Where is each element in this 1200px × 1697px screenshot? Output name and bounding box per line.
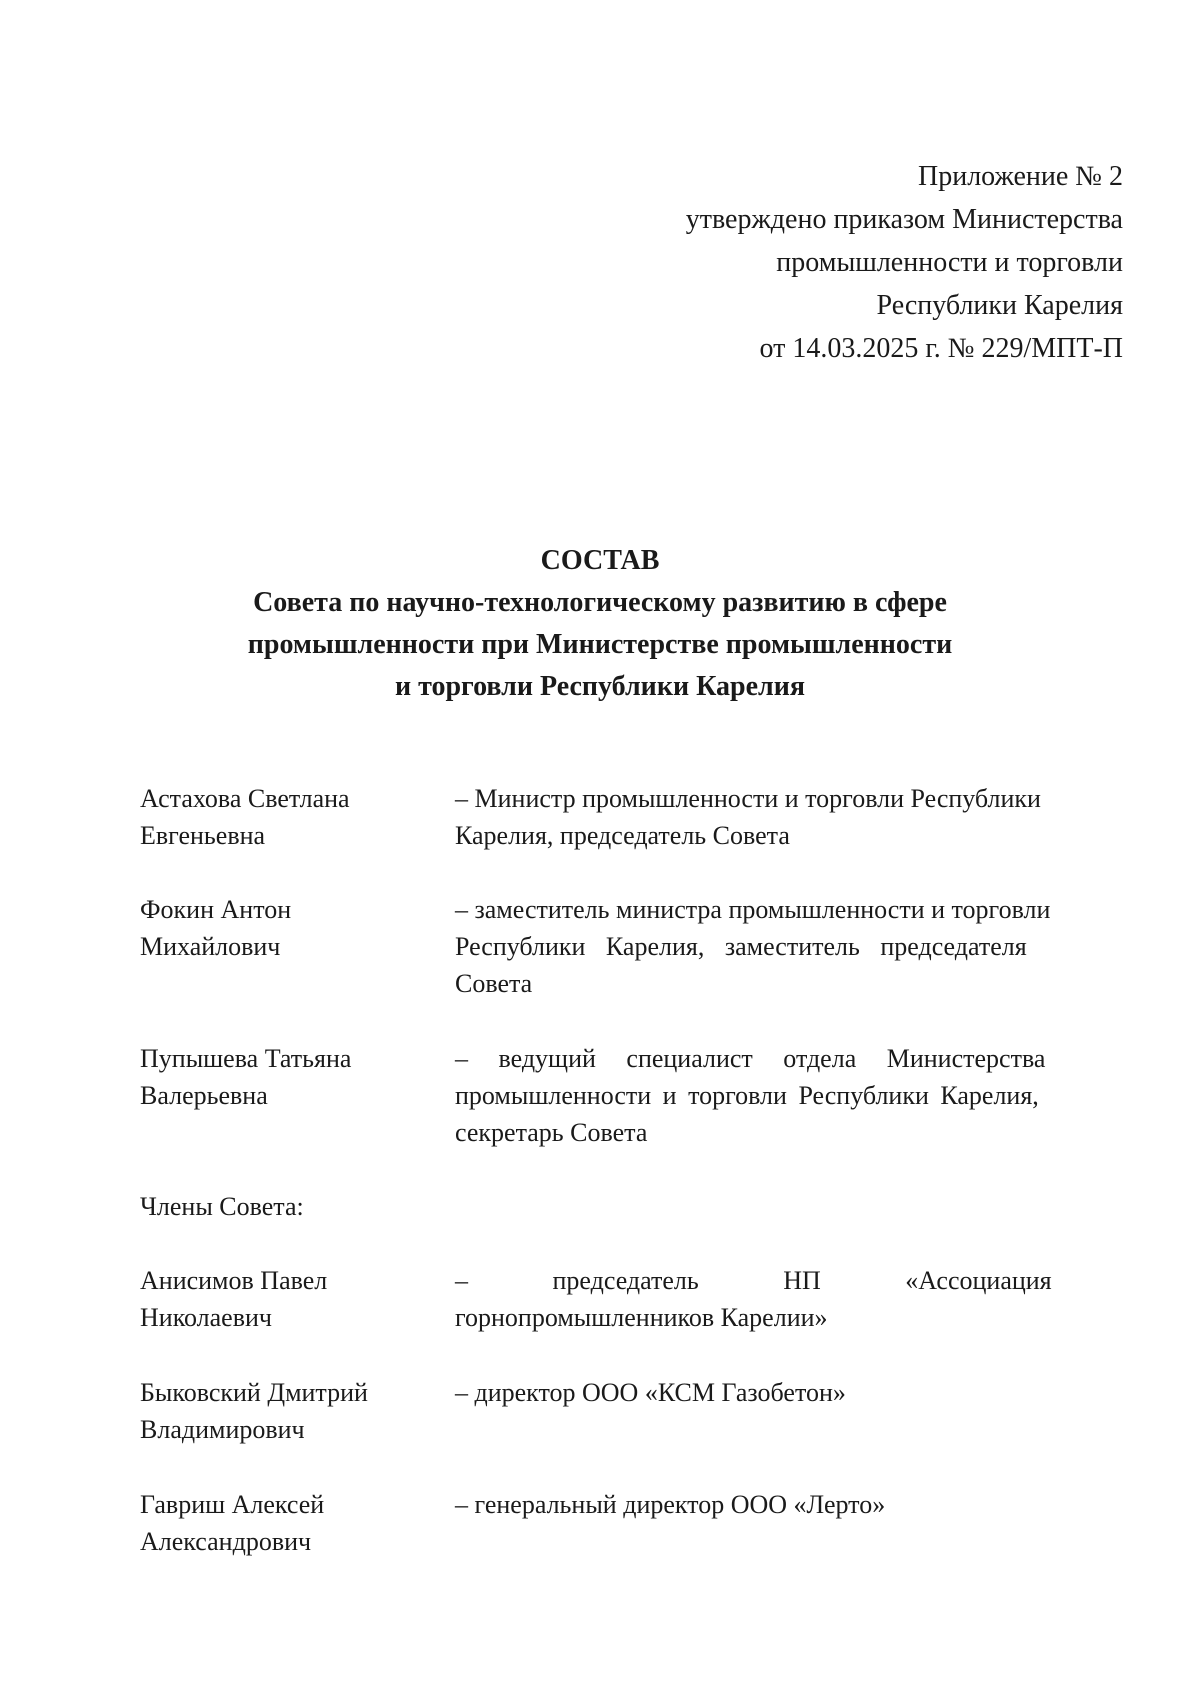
member-role-line: промышленности и торговли Республики Карелия, (455, 1081, 1039, 1110)
appendix-number: Приложение № 2 (918, 161, 1123, 192)
member-name-line: Евгеньевна (140, 821, 266, 850)
title-line: промышленности при Министерстве промышленности (247, 629, 953, 660)
member-role-line: – директор ООО «КСМ Газобетон» (455, 1378, 846, 1407)
member-name (140, 891, 455, 965)
member-role (455, 1262, 1112, 1336)
member-name (140, 1040, 455, 1114)
member-name-line: Николаевич (140, 1303, 272, 1332)
member-role-line: – ведущий специалист отдела Министерства (455, 1044, 1046, 1073)
title-heading: СОСТАВ (540, 545, 660, 576)
appendix-header (503, 155, 1123, 370)
member-role-line: секретарь Совета (455, 1118, 648, 1147)
member-name (140, 1486, 455, 1560)
member-name-line: Фокин Антон (140, 895, 292, 924)
title-line: и торговли Республики Карелия (394, 671, 806, 702)
member-row (140, 1374, 1112, 1448)
member-role-line (455, 780, 1112, 817)
member-role (455, 780, 1112, 854)
member-role-line: Карелия, председатель Совета (455, 821, 790, 850)
member-name-line: Астахова Светлана (140, 784, 350, 813)
member-role (455, 1374, 1112, 1411)
title-line: Совета по научно-технологическому развитию в сфере (253, 587, 947, 618)
member-name-line: Валерьевна (140, 1081, 268, 1110)
member-name-line: Михайлович (140, 932, 281, 961)
role-text: – Министр промышленности и торговли Республики (455, 784, 1041, 813)
member-role-line: – генеральный директор ООО «Лерто» (455, 1490, 886, 1519)
member-name-line: Александрович (140, 1527, 312, 1556)
member-name-line: Гавриш Алексей (140, 1490, 325, 1519)
member-name (140, 780, 455, 854)
member-row (140, 1040, 1112, 1151)
member-role-line: Республики Карелия, заместитель председателя (455, 932, 1027, 961)
appendix-order-date: от 14.03.2025 г. № 229/МПТ-П (759, 333, 1123, 364)
member-name-line: Владимирович (140, 1415, 305, 1444)
member-role (455, 891, 1112, 1002)
member-role-line: Совета (455, 969, 533, 998)
document-title (0, 540, 1200, 708)
member-row (140, 1262, 1112, 1336)
member-row (140, 1486, 1112, 1560)
appendix-approval: утверждено приказом Министерства (685, 204, 1123, 235)
member-row (140, 780, 1112, 854)
member-name-line: Анисимов Павел (140, 1266, 328, 1295)
member-name-line: Быковский Дмитрий (140, 1378, 368, 1407)
member-role-line: – председатель НП «Ассоциация (455, 1266, 1052, 1295)
council-composition (140, 780, 1112, 1560)
members-section-label: Члены Совета: (140, 1192, 304, 1221)
member-role (455, 1040, 1112, 1151)
member-name (140, 1374, 455, 1448)
member-row (140, 891, 1112, 1002)
member-name-line: Пупышева Татьяна (140, 1044, 352, 1073)
member-role-line: горнопромышленников Карелии» (455, 1303, 828, 1332)
member-name (140, 1262, 455, 1336)
appendix-ministry: промышленности и торговли (776, 247, 1123, 278)
member-role-line: – заместитель министра промышленности и торговли (455, 895, 1051, 924)
appendix-region: Республики Карелия (876, 290, 1123, 321)
member-role (455, 1486, 1112, 1523)
